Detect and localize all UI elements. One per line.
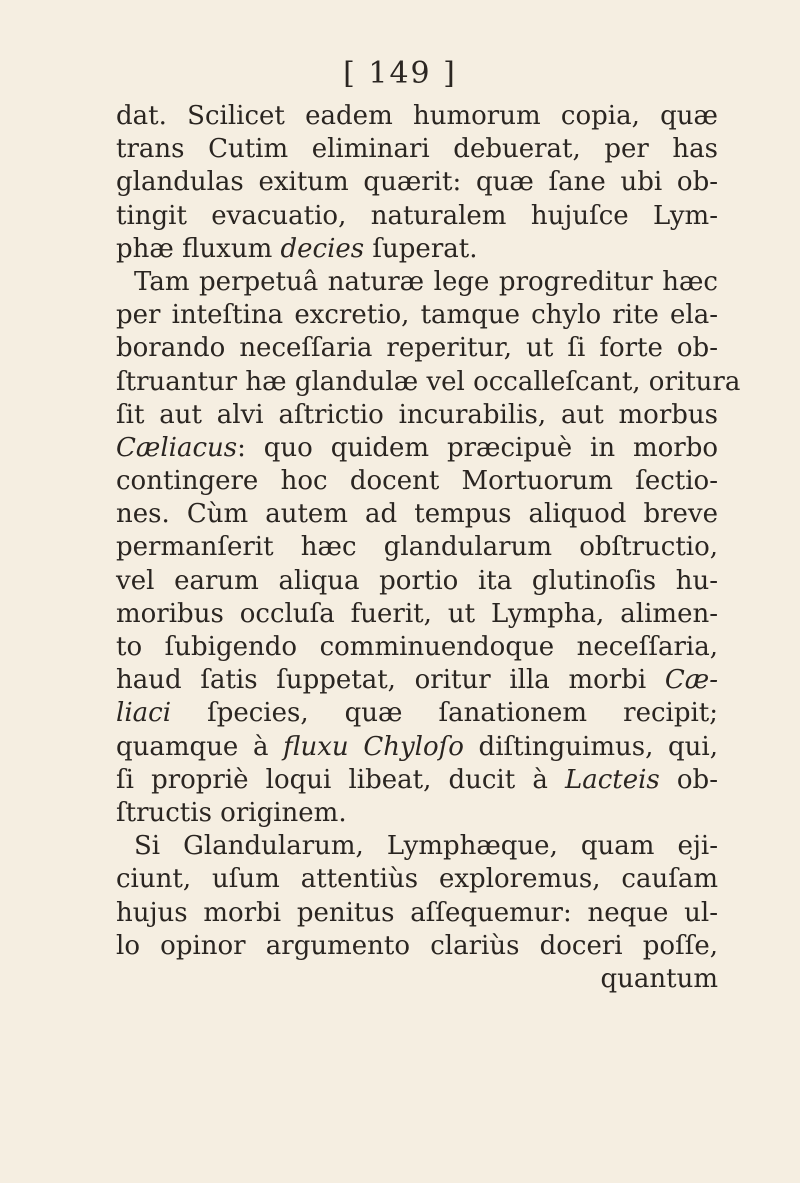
text-line-12: contingere hoc docent Mortuorum ſectio-: [116, 466, 718, 497]
text-line-15: vel earum aliqua portio ita glutinoſis hu-: [116, 565, 718, 596]
text-line-4: tingit evacuatio, naturalem hujuſce Lym-: [116, 200, 718, 231]
text-line-16: moribus occluſa fuerit, ut Lympha, alimen-: [116, 598, 718, 629]
text-line-6: Tam perpetuâ naturæ lege progreditur hæc: [134, 266, 718, 297]
text-line-25: hujus morbi penitus aſſequemur: neque ul-: [116, 897, 718, 928]
text-line-10: ſit aut alvi aſtrictio incurabilis, aut morbus: [116, 399, 718, 430]
body-text: [116, 100, 741, 996]
text-line-14: permanſerit hæc glandularum obſtructio,: [116, 532, 718, 563]
text-line-20: quamque à fluxu Chyloſo diſtinguimus, qui,: [116, 731, 718, 762]
text-line-9: ſtruantur hæ glandulæ vel occalleſcant, oritura: [116, 366, 741, 397]
text-line-21: ſi propriè loqui libeat, ducit à Lacteis ob-: [116, 764, 718, 795]
catchword: quantum: [600, 963, 718, 994]
text-line-1: dat. Scilicet eadem humorum copia, quæ: [116, 101, 718, 131]
text-line-24: ciunt, uſum attentiùs exploremus, cauſam: [116, 864, 718, 895]
text-line-2: trans Cutim eliminari debuerat, per has: [116, 134, 718, 165]
text-line-13: nes. Cùm autem ad tempus aliquod breve: [116, 499, 718, 530]
text-line-26: lo opinor argumento clariùs doceri poſſe,: [116, 930, 718, 961]
text-line-7: per inteſtina excretio, tamque chylo rite ela-: [116, 300, 718, 331]
text-line-23: Si Glandularum, Lymphæque, quam eji-: [134, 831, 718, 862]
text-line-11: Cæliacus: quo quidem præcipuè in morbo: [116, 432, 718, 463]
text-line-5: phæ fluxum decies ſuperat.: [116, 233, 478, 264]
text-line-8: borando neceſſaria reperitur, ut ſi forte ob-: [116, 333, 718, 364]
text-line-18: haud ſatis ſuppetat, oritur illa morbi Cæ-: [116, 665, 718, 696]
text-line-19: liaci ſpecies, quæ ſanationem recipit;: [116, 698, 718, 729]
text-line-3: glandulas exitum quærit: quæ ſane ubi ob-: [116, 167, 718, 198]
page-number-header: [ 149 ]: [343, 56, 457, 91]
text-line-22: ſtructis originem.: [116, 797, 347, 828]
text-line-17: to ſubigendo comminuendoque neceſſaria,: [116, 632, 718, 662]
